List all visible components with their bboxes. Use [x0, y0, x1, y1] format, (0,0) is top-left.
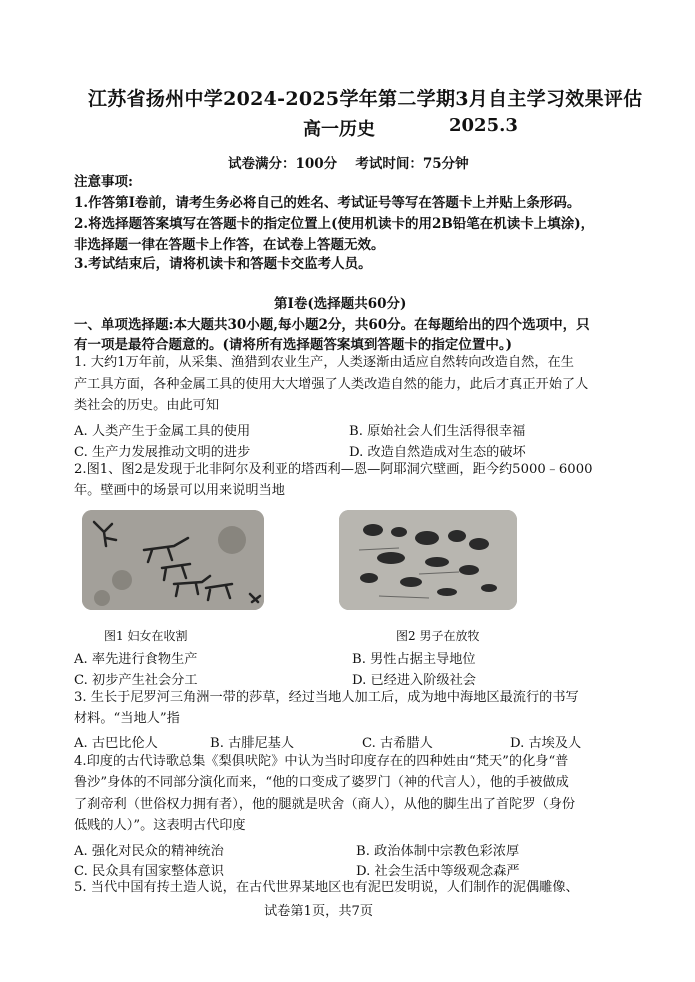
question-text: 低贱的人）”。这表明古代印度 — [74, 818, 246, 833]
option-d[interactable]: D. 古埃及人 — [510, 736, 582, 751]
exam-date: 2025.3 — [449, 115, 518, 136]
question-text: 5. 当代中国有抟土造人说，在古代世界某地区也有泥巴发明说，人们制作的泥偶雕像、 — [74, 880, 579, 895]
question-text: 年。壁画中的场景可以用来说明当地 — [74, 483, 285, 498]
subject-title: 高一历史 — [303, 119, 375, 140]
question-text: 1. 大约1万年前，从采集、渔猎到农业生产，人类逐渐由适应自然转向改造自然，在生 — [74, 355, 574, 370]
question-text: 材料。“当地人”指 — [74, 711, 180, 726]
option-b[interactable]: B. 政治体制中宗教色彩浓厚 — [356, 844, 520, 859]
option-c[interactable]: C. 民众具有国家整体意识 — [74, 864, 224, 879]
option-c[interactable]: C. 初步产生社会分工 — [74, 673, 198, 688]
option-a[interactable]: A. 古巴比伦人 — [74, 736, 158, 751]
exam-title: 江苏省扬州中学2024-2025学年第二学期3月自主学习效果评估 — [88, 88, 643, 110]
question-text: 3. 生长于尼罗河三角洲一带的莎草，经过当地人加工后，成为地中海地区最流行的书写 — [74, 690, 579, 705]
question-text: 2.图1、图2是发现于北非阿尔及利亚的塔西利—恩—阿耶洞穴壁画，距今约5000﹣6000 — [74, 462, 593, 477]
option-d[interactable]: D. 改造自然造成对生态的破坏 — [349, 445, 526, 460]
option-d[interactable]: D. 已经进入阶级社会 — [352, 673, 476, 688]
question-text: 4.印度的古代诗歌总集《梨俱吠陀》中认为当时印度存在的四种姓由“梵天”的化身“普 — [74, 754, 569, 769]
note-item: 1.作答第Ⅰ卷前，请考生务必将自己的姓名、考试证号等写在答题卡上并贴上条形码。 — [74, 195, 581, 211]
option-c[interactable]: C. 生产力发展推动文明的进步 — [74, 445, 251, 460]
figure-1-caption: 图1 妇女在收割 — [104, 629, 188, 643]
notes-heading: 注意事项: — [74, 174, 133, 190]
option-c[interactable]: C. 古希腊人 — [362, 736, 433, 751]
question-text: 类社会的历史。由此可知 — [74, 398, 220, 413]
section-title: 第Ⅰ卷(选择题共60分) — [274, 296, 407, 312]
note-item: 2.将选择题答案填写在答题卡的指定位置上(使用机读卡的用2B铅笔在机读卡上填涂)， — [74, 216, 595, 232]
option-a[interactable]: A. 率先进行食物生产 — [74, 652, 198, 667]
note-item: 3.考试结束后，请将机读卡和答题卡交监考人员。 — [74, 256, 372, 272]
option-b[interactable]: B. 男性占据主导地位 — [352, 652, 476, 667]
exam-info: 试卷满分：100分 考试时间：75分钟 — [228, 156, 469, 172]
figure-2-caption: 图2 男子在放牧 — [396, 629, 480, 643]
question-text: 了刹帝利（世俗权力拥有者），他的腿就是吠舍（商人），从他的脚生出了首陀罗（身份 — [74, 797, 576, 812]
section-instruction: 一、单项选择题:本大题共30小题,每小题2分，共60分。在每题给出的四个选项中，只 — [74, 317, 590, 333]
note-item: 非选择题一律在答题卡上作答，在试卷上答题无效。 — [74, 237, 385, 253]
option-b[interactable]: B. 古腓尼基人 — [210, 736, 295, 751]
question-text: 产工具方面，各种金属工具的使用大大增强了人类改造自然的能力，此后才真正开始了人 — [74, 377, 589, 392]
figure-2-image — [339, 510, 517, 610]
question-text: 鲁沙”身体的不同部分演化而来，“他的口变成了婆罗门（神的代言人），他的手被做成 — [74, 775, 569, 790]
option-a[interactable]: A. 强化对民众的精神统治 — [74, 844, 224, 859]
option-b[interactable]: B. 原始社会人们生活得很幸福 — [349, 424, 526, 439]
section-instruction: 有一项是最符合题意的。(请将所有选择题答案填到答题卡的指定位置中。) — [74, 337, 513, 353]
option-d[interactable]: D. 社会生活中等级观念森严 — [356, 864, 520, 879]
figure-1-image — [82, 510, 264, 610]
option-a[interactable]: A. 人类产生于金属工具的使用 — [74, 424, 251, 439]
page-footer: 试卷第1页，共7页 — [264, 904, 374, 919]
